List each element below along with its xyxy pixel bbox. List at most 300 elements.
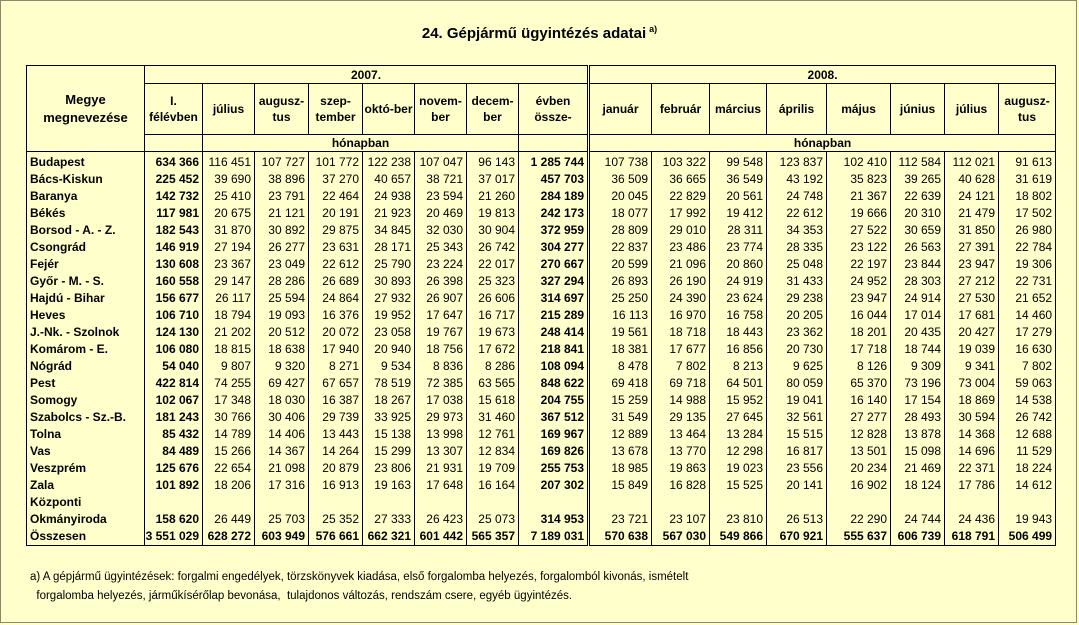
table-cell: 25 250 xyxy=(589,290,652,307)
table-cell: 16 970 xyxy=(652,307,710,324)
row-county-name: Bács-Kiskun xyxy=(27,171,145,188)
table-cell: 34 353 xyxy=(767,222,827,239)
table-cell: 23 721 xyxy=(589,511,652,528)
table-cell: 13 443 xyxy=(309,426,363,443)
table-cell: 18 206 xyxy=(203,477,255,494)
table-cell: 18 756 xyxy=(415,341,467,358)
table-cell: 26 277 xyxy=(255,239,309,256)
table-cell: 22 464 xyxy=(309,188,363,205)
footnote xyxy=(30,568,688,606)
table-cell: 242 173 xyxy=(519,205,589,222)
table-cell: 14 789 xyxy=(203,426,255,443)
table-cell: 29 135 xyxy=(652,409,710,426)
table-cell: 23 810 xyxy=(710,511,767,528)
table-cell: 16 140 xyxy=(827,392,891,409)
table-cell: 26 563 xyxy=(891,239,945,256)
table-cell: 19 673 xyxy=(467,324,519,341)
table-cell: 17 648 xyxy=(415,477,467,494)
table-cell: 18 077 xyxy=(589,205,652,222)
table-cell: 17 992 xyxy=(652,205,710,222)
table-cell: 31 460 xyxy=(467,409,519,426)
table-row xyxy=(27,443,1056,460)
row-county-name: Összesen xyxy=(27,528,145,546)
table-row xyxy=(27,494,1056,511)
table-cell: 19 039 xyxy=(945,341,999,358)
table-cell: 23 806 xyxy=(363,460,415,477)
table-cell: 29 739 xyxy=(309,409,363,426)
table-cell: 225 452 xyxy=(145,171,203,188)
table-row xyxy=(27,358,1056,375)
table-cell: 25 048 xyxy=(767,256,827,273)
table-cell: 15 525 xyxy=(710,477,767,494)
table-cell xyxy=(710,494,767,511)
table-cell: 107 727 xyxy=(255,152,309,172)
table-cell: 14 612 xyxy=(999,477,1056,494)
table-cell: 19 163 xyxy=(363,477,415,494)
table-cell: 25 594 xyxy=(255,290,309,307)
table-cell xyxy=(767,494,827,511)
table-cell: 22 017 xyxy=(467,256,519,273)
table-cell: 23 049 xyxy=(255,256,309,273)
table-cell: 21 652 xyxy=(999,290,1056,307)
table-row xyxy=(27,222,1056,239)
table-cell: 7 802 xyxy=(999,358,1056,375)
table-cell: 606 739 xyxy=(891,528,945,546)
table-cell: 182 543 xyxy=(145,222,203,239)
table-cell: 19 023 xyxy=(710,460,767,477)
table-cell: 14 538 xyxy=(999,392,1056,409)
table-cell: 8 286 xyxy=(467,358,519,375)
table-cell: 13 770 xyxy=(652,443,710,460)
table-cell: 255 753 xyxy=(519,460,589,477)
table-cell: 14 367 xyxy=(255,443,309,460)
table-cell: 15 138 xyxy=(363,426,415,443)
table-cell: 23 486 xyxy=(652,239,710,256)
table-cell: 25 790 xyxy=(363,256,415,273)
table-cell xyxy=(999,494,1056,511)
table-cell: 204 755 xyxy=(519,392,589,409)
table-cell: 69 427 xyxy=(255,375,309,392)
row-county-name: Hajdú - Bihar xyxy=(27,290,145,307)
table-cell: 123 837 xyxy=(767,152,827,172)
row-county-name: Csongrád xyxy=(27,239,145,256)
footnote-line-2: forgalomba helyezés, járműkísérőlap bevonása, tulajdonos változás, rendszám csere, egyéb ügyintézés. xyxy=(30,590,573,602)
table-row xyxy=(27,239,1056,256)
table-cell: 26 893 xyxy=(589,273,652,290)
table-cell xyxy=(891,494,945,511)
table-cell: 18 869 xyxy=(945,392,999,409)
table-cell: 22 639 xyxy=(891,188,945,205)
table-cell: 20 860 xyxy=(710,256,767,273)
table-cell: 19 306 xyxy=(999,256,1056,273)
table-cell: 21 121 xyxy=(255,205,309,222)
table-cell: 122 238 xyxy=(363,152,415,172)
table-cell: 16 044 xyxy=(827,307,891,324)
table-cell: 21 479 xyxy=(945,205,999,222)
table-cell: 7 189 031 xyxy=(519,528,589,546)
row-county-name: Fejér xyxy=(27,256,145,273)
table-cell: 17 647 xyxy=(415,307,467,324)
table-cell: 18 794 xyxy=(203,307,255,324)
table-cell: 156 677 xyxy=(145,290,203,307)
table-cell: 14 460 xyxy=(999,307,1056,324)
table-cell: 15 266 xyxy=(203,443,255,460)
table-cell: 23 947 xyxy=(945,256,999,273)
table-cell: 20 879 xyxy=(309,460,363,477)
table-cell: 158 620 xyxy=(145,511,203,528)
table-cell: 27 645 xyxy=(710,409,767,426)
table-cell: 31 850 xyxy=(945,222,999,239)
row-county-name: Központi xyxy=(27,494,145,511)
table-cell: 28 335 xyxy=(767,239,827,256)
table-cell: 17 014 xyxy=(891,307,945,324)
header-month-2007: augusz-tus xyxy=(255,84,309,135)
table-cell: 169 826 xyxy=(519,443,589,460)
table-cell: 18 802 xyxy=(999,188,1056,205)
table-cell: 26 513 xyxy=(767,511,827,528)
table-cell: 40 628 xyxy=(945,171,999,188)
table-cell: 31 433 xyxy=(767,273,827,290)
table-cell: 17 681 xyxy=(945,307,999,324)
table-cell: 17 940 xyxy=(309,341,363,358)
table-cell: 19 412 xyxy=(710,205,767,222)
table-cell: 32 030 xyxy=(415,222,467,239)
table-cell: 24 864 xyxy=(309,290,363,307)
table-cell: 23 791 xyxy=(255,188,309,205)
table-cell: 18 443 xyxy=(710,324,767,341)
header-month-2007: decem-ber xyxy=(467,84,519,135)
table-cell: 12 828 xyxy=(827,426,891,443)
row-county-name: Komárom - E. xyxy=(27,341,145,358)
table-cell: 555 637 xyxy=(827,528,891,546)
table-cell: 73 004 xyxy=(945,375,999,392)
table-cell xyxy=(652,494,710,511)
table-cell: 848 622 xyxy=(519,375,589,392)
table-cell: 23 058 xyxy=(363,324,415,341)
table-cell: 29 973 xyxy=(415,409,467,426)
table-cell: 20 191 xyxy=(309,205,363,222)
table-cell: 16 902 xyxy=(827,477,891,494)
table-cell: 23 362 xyxy=(767,324,827,341)
table-cell: 23 631 xyxy=(309,239,363,256)
table-cell: 19 041 xyxy=(767,392,827,409)
table-title xyxy=(0,24,1079,42)
table-cell: 20 940 xyxy=(363,341,415,358)
table-cell: 18 030 xyxy=(255,392,309,409)
table-cell: 23 122 xyxy=(827,239,891,256)
table-cell: 20 427 xyxy=(945,324,999,341)
row-county-name: Heves xyxy=(27,307,145,324)
table-cell: 26 907 xyxy=(415,290,467,307)
table-cell: 14 264 xyxy=(309,443,363,460)
row-county-name: Baranya xyxy=(27,188,145,205)
table-cell: 565 357 xyxy=(467,528,519,546)
table-cell: 18 638 xyxy=(255,341,309,358)
table-cell: 38 896 xyxy=(255,171,309,188)
table-cell: 20 205 xyxy=(767,307,827,324)
table-cell: 69 418 xyxy=(589,375,652,392)
table-cell xyxy=(589,494,652,511)
table-cell: 29 010 xyxy=(652,222,710,239)
table-cell: 30 594 xyxy=(945,409,999,426)
table-cell: 27 333 xyxy=(363,511,415,528)
table-header xyxy=(27,66,1056,152)
table-cell: 78 519 xyxy=(363,375,415,392)
table-cell: 96 143 xyxy=(467,152,519,172)
data-table xyxy=(26,65,1056,546)
table-cell: 17 677 xyxy=(652,341,710,358)
table-cell: 26 190 xyxy=(652,273,710,290)
table-cell: 28 286 xyxy=(255,273,309,290)
table-cell: 22 731 xyxy=(999,273,1056,290)
table-cell: 23 844 xyxy=(891,256,945,273)
table-cell: 17 672 xyxy=(467,341,519,358)
table-cell: 38 721 xyxy=(415,171,467,188)
row-county-name: Vas xyxy=(27,443,145,460)
table-cell: 124 130 xyxy=(145,324,203,341)
table-row xyxy=(27,273,1056,290)
table-cell: 102 067 xyxy=(145,392,203,409)
table-cell: 43 192 xyxy=(767,171,827,188)
table-cell: 15 098 xyxy=(891,443,945,460)
table-cell: 25 343 xyxy=(415,239,467,256)
table-cell: 26 606 xyxy=(467,290,519,307)
table-row xyxy=(27,460,1056,477)
table-cell: 72 385 xyxy=(415,375,467,392)
table-row xyxy=(27,307,1056,324)
table-cell: 24 952 xyxy=(827,273,891,290)
table-cell: 9 807 xyxy=(203,358,255,375)
table-row xyxy=(27,426,1056,443)
table-cell: 17 348 xyxy=(203,392,255,409)
table-cell: 36 665 xyxy=(652,171,710,188)
table-cell: 80 059 xyxy=(767,375,827,392)
table-cell: 27 932 xyxy=(363,290,415,307)
table-cell: 28 171 xyxy=(363,239,415,256)
table-cell: 24 938 xyxy=(363,188,415,205)
table-cell: 8 478 xyxy=(589,358,652,375)
table-cell: 26 117 xyxy=(203,290,255,307)
table-cell: 25 352 xyxy=(309,511,363,528)
table-cell: 570 638 xyxy=(589,528,652,546)
table-cell: 17 502 xyxy=(999,205,1056,222)
table-cell: 18 815 xyxy=(203,341,255,358)
table-cell: 457 703 xyxy=(519,171,589,188)
table-row xyxy=(27,341,1056,358)
table-cell: 33 925 xyxy=(363,409,415,426)
table-row xyxy=(27,171,1056,188)
table-cell: 25 073 xyxy=(467,511,519,528)
header-month-2007: július xyxy=(203,84,255,135)
table-cell: 18 201 xyxy=(827,324,891,341)
table-cell: 28 303 xyxy=(891,273,945,290)
table-cell: 8 271 xyxy=(309,358,363,375)
table-cell: 23 107 xyxy=(652,511,710,528)
table-cell: 8 213 xyxy=(710,358,767,375)
table-cell: 20 435 xyxy=(891,324,945,341)
table-cell: 117 981 xyxy=(145,205,203,222)
row-county-name: Budapest xyxy=(27,152,145,172)
table-cell: 618 791 xyxy=(945,528,999,546)
header-month-2008: február xyxy=(652,84,710,135)
row-county-name: Tolna xyxy=(27,426,145,443)
table-cell: 30 893 xyxy=(363,273,415,290)
table-cell: 16 856 xyxy=(710,341,767,358)
table-cell: 8 126 xyxy=(827,358,891,375)
table-cell: 284 189 xyxy=(519,188,589,205)
table-cell: 20 512 xyxy=(255,324,309,341)
table-cell: 160 558 xyxy=(145,273,203,290)
table-cell: 101 772 xyxy=(309,152,363,172)
table-cell: 18 744 xyxy=(891,341,945,358)
table-cell: 17 718 xyxy=(827,341,891,358)
table-cell: 23 224 xyxy=(415,256,467,273)
table-cell: 14 406 xyxy=(255,426,309,443)
table-cell: 39 690 xyxy=(203,171,255,188)
table-cell: 142 732 xyxy=(145,188,203,205)
table-cell: 103 322 xyxy=(652,152,710,172)
table-cell xyxy=(519,494,589,511)
table-row xyxy=(27,290,1056,307)
table-cell: 21 923 xyxy=(363,205,415,222)
table-cell: 130 608 xyxy=(145,256,203,273)
table-cell: 9 534 xyxy=(363,358,415,375)
table-cell: 12 834 xyxy=(467,443,519,460)
header-year-2007: 2007. xyxy=(145,66,589,84)
table-cell: 422 814 xyxy=(145,375,203,392)
table-cell: 36 549 xyxy=(710,171,767,188)
header-month-2007: novem-ber xyxy=(415,84,467,135)
table-cell: 30 406 xyxy=(255,409,309,426)
table-cell: 20 234 xyxy=(827,460,891,477)
table-cell: 59 063 xyxy=(999,375,1056,392)
header-month-2008: április xyxy=(767,84,827,135)
table-cell: 22 612 xyxy=(309,256,363,273)
table-cell: 13 678 xyxy=(589,443,652,460)
table-cell: 327 294 xyxy=(519,273,589,290)
table-cell: 22 371 xyxy=(945,460,999,477)
table-cell: 91 613 xyxy=(999,152,1056,172)
table-cell: 15 515 xyxy=(767,426,827,443)
table-cell: 12 298 xyxy=(710,443,767,460)
table-cell: 20 730 xyxy=(767,341,827,358)
row-county-name: Somogy xyxy=(27,392,145,409)
table-cell xyxy=(467,494,519,511)
table-cell: 20 141 xyxy=(767,477,827,494)
table-cell: 13 501 xyxy=(827,443,891,460)
table-row xyxy=(27,511,1056,528)
table-cell: 20 561 xyxy=(710,188,767,205)
title-text: 24. Gépjármű ügyintézés adatai xyxy=(421,25,647,42)
table-cell xyxy=(255,494,309,511)
table-cell: 9 625 xyxy=(767,358,827,375)
table-cell: 21 367 xyxy=(827,188,891,205)
table-cell: 34 845 xyxy=(363,222,415,239)
table-cell: 28 809 xyxy=(589,222,652,239)
row-county-name: Zala xyxy=(27,477,145,494)
table-cell: 248 414 xyxy=(519,324,589,341)
table-cell: 15 618 xyxy=(467,392,519,409)
table-cell: 26 449 xyxy=(203,511,255,528)
table-row xyxy=(27,152,1056,172)
table-cell: 16 164 xyxy=(467,477,519,494)
table-cell: 169 967 xyxy=(519,426,589,443)
row-county-name: Nógrád xyxy=(27,358,145,375)
table-cell: 26 398 xyxy=(415,273,467,290)
table-cell: 19 561 xyxy=(589,324,652,341)
table-cell: 21 469 xyxy=(891,460,945,477)
table-cell: 54 040 xyxy=(145,358,203,375)
table-cell: 12 688 xyxy=(999,426,1056,443)
table-cell: 9 309 xyxy=(891,358,945,375)
table-row xyxy=(27,256,1056,273)
table-cell: 39 265 xyxy=(891,171,945,188)
table-cell: 628 272 xyxy=(203,528,255,546)
table-cell: 22 784 xyxy=(999,239,1056,256)
table-cell: 23 624 xyxy=(710,290,767,307)
table-cell: 13 307 xyxy=(415,443,467,460)
table-cell: 270 667 xyxy=(519,256,589,273)
table-cell: 16 376 xyxy=(309,307,363,324)
row-county-name: Borsod - A. - Z. xyxy=(27,222,145,239)
table-cell: 16 913 xyxy=(309,477,363,494)
table-cell: 27 522 xyxy=(827,222,891,239)
table-cell: 22 612 xyxy=(767,205,827,222)
table-cell: 26 689 xyxy=(309,273,363,290)
table-cell: 146 919 xyxy=(145,239,203,256)
title-footnote-marker: a) xyxy=(649,24,658,34)
row-county-name: Szabolcs - Sz.-B. xyxy=(27,409,145,426)
table-row xyxy=(27,324,1056,341)
table-cell: 108 094 xyxy=(519,358,589,375)
table-cell: 30 892 xyxy=(255,222,309,239)
table-cell: 15 849 xyxy=(589,477,652,494)
table-cell: 20 675 xyxy=(203,205,255,222)
header-honapban-2007: hónapban xyxy=(203,135,519,152)
table-cell: 14 368 xyxy=(945,426,999,443)
footnote-line-1: a) A gépjármű ügyintézések: forgalmi engedélyek, törzskönyvek kiadása, első forgalomba helyezés, forgalomból kivonás, ismételt xyxy=(30,571,689,583)
row-county-name: Győr - M. - S. xyxy=(27,273,145,290)
table-cell: 18 381 xyxy=(589,341,652,358)
table-cell: 16 828 xyxy=(652,477,710,494)
table-cell: 24 121 xyxy=(945,188,999,205)
table-cell: 19 813 xyxy=(467,205,519,222)
table-cell: 567 030 xyxy=(652,528,710,546)
table-row xyxy=(27,528,1056,546)
table-cell: 85 432 xyxy=(145,426,203,443)
table-cell: 16 630 xyxy=(999,341,1056,358)
table-cell: 14 696 xyxy=(945,443,999,460)
header-month-2008: március xyxy=(710,84,767,135)
table-cell: 84 489 xyxy=(145,443,203,460)
table-cell xyxy=(203,494,255,511)
header-spacer xyxy=(519,135,589,152)
header-month-2008: január xyxy=(589,84,652,135)
table-cell: 26 742 xyxy=(999,409,1056,426)
table-cell: 24 748 xyxy=(767,188,827,205)
table-cell: 37 017 xyxy=(467,171,519,188)
row-county-name: Okmányiroda xyxy=(27,511,145,528)
table-cell: 16 113 xyxy=(589,307,652,324)
table-cell: 65 370 xyxy=(827,375,891,392)
row-county-name: Békés xyxy=(27,205,145,222)
table-cell: 19 863 xyxy=(652,460,710,477)
table-cell xyxy=(945,494,999,511)
header-months-row xyxy=(27,84,1056,135)
table-cell: 74 255 xyxy=(203,375,255,392)
table-cell: 18 718 xyxy=(652,324,710,341)
header-month-2008: július xyxy=(945,84,999,135)
